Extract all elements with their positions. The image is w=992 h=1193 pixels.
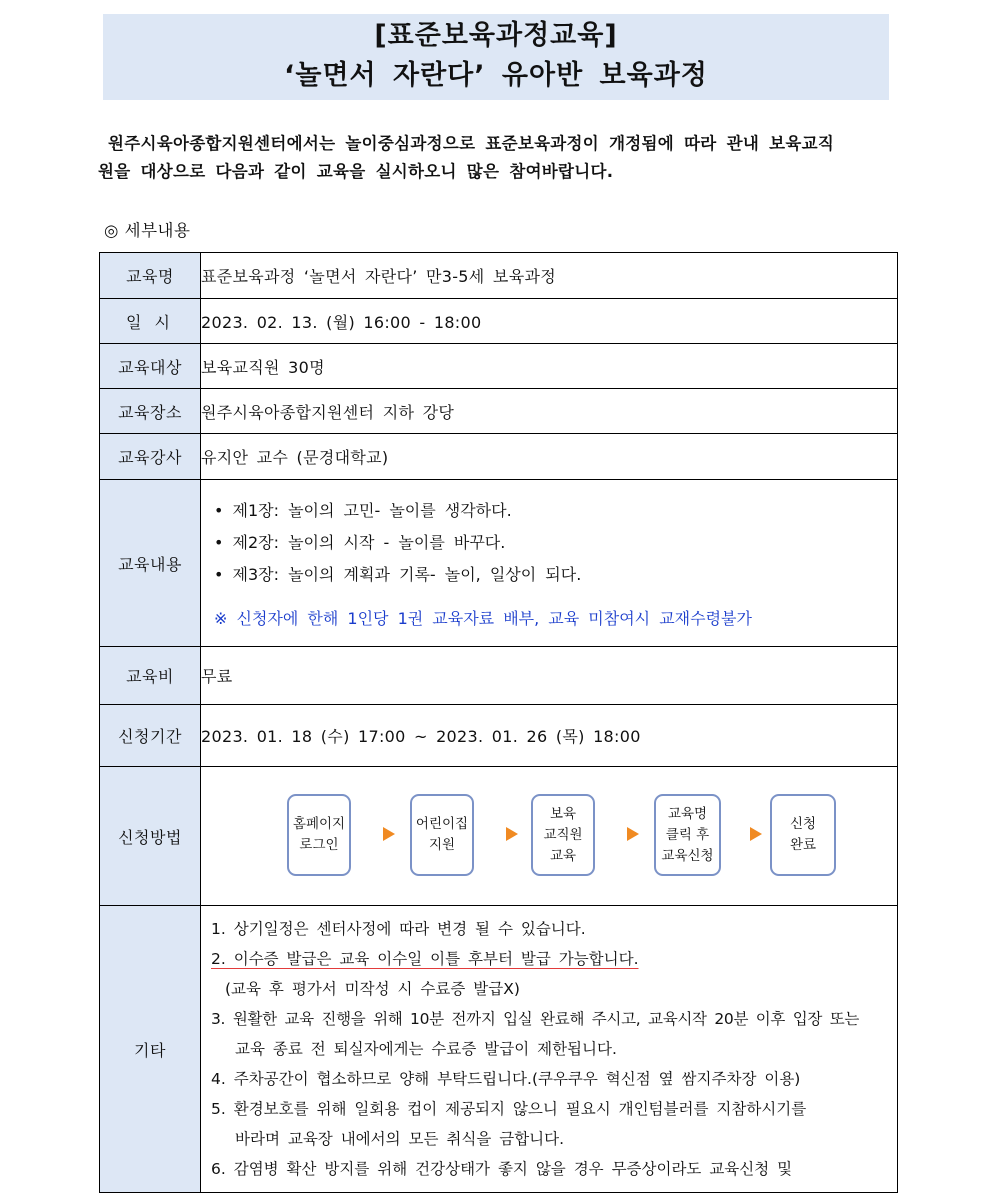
etc-item: 6. 감염병 확산 방지를 위해 건강상태가 좋지 않을 경우 무증상이라도 교육신청 및	[211, 1160, 793, 1178]
value-lecturer: 유지안 교수 (문경대학교)	[201, 434, 898, 480]
label-etc: 기타	[100, 906, 201, 1193]
arrow-right-icon	[383, 827, 395, 841]
row-lecturer	[100, 434, 898, 480]
application-flow	[201, 767, 897, 905]
label-method: 신청방법	[100, 767, 201, 906]
flow-step-text: 교육	[549, 847, 577, 864]
value-period: 2023. 01. 18 (수) 17:00 ~ 2023. 01. 26 (목) 18:00	[201, 705, 898, 767]
flow-step-text: 신청	[789, 816, 817, 832]
etc-item: 1. 상기일정은 센터사정에 따라 변경 될 수 있습니다.	[211, 920, 586, 938]
label-fee: 교육비	[100, 647, 201, 705]
flow-step-text: 보육	[549, 805, 577, 822]
etc-item: (교육 후 평가서 미작성 시 수료증 발급X)	[225, 980, 520, 998]
row-place	[100, 389, 898, 434]
content-note: ※ 신청자에 한해 1인당 1권 교육자료 배부, 교육 미참여시 교재수령불가	[214, 609, 752, 628]
value-name: 표준보육과정 ‘놀면서 자란다’ 만3-5세 보육과정	[201, 253, 898, 299]
flow-step-staff-education	[531, 794, 595, 876]
content-item: • 제1장: 놀이의 고민- 놀이를 생각하다.	[214, 501, 512, 520]
value-target: 보육교직원 30명	[201, 344, 898, 389]
title-sub: ‘놀면서 자란다’ 유아반 보육과정	[284, 60, 708, 91]
flow-step-text: 지원	[428, 837, 456, 853]
label-date: 일 시	[100, 299, 201, 344]
arrow-right-icon	[506, 827, 518, 841]
arrow-right-icon	[627, 827, 639, 841]
value-etc	[201, 906, 898, 1193]
flow-step-text: 교직원	[543, 826, 583, 843]
flow-step-text: 완료	[789, 837, 817, 853]
row-content	[100, 480, 898, 647]
arrow-right-icon	[750, 827, 762, 841]
content-item: • 제3장: 놀이의 계획과 기록- 놀이, 일상이 되다.	[214, 565, 582, 584]
label-name: 교육명	[100, 253, 201, 299]
etc-item: 5. 환경보호를 위해 일회용 컵이 제공되지 않으니 필요시 개인텀블러를 지참하시기를	[211, 1100, 807, 1118]
flow-step-complete	[770, 794, 836, 876]
etc-list	[201, 906, 897, 1192]
row-method	[100, 767, 898, 906]
label-target: 교육대상	[100, 344, 201, 389]
row-period	[100, 705, 898, 767]
etc-item-underlined: 2. 이수증 발급은 교육 이수일 이틀 후부터 발급 가능합니다.	[211, 950, 639, 968]
label-period: 신청기간	[100, 705, 201, 767]
etc-item: 교육 종료 전 퇴실자에게는 수료증 발급이 제한됩니다.	[235, 1040, 617, 1058]
etc-item: 바라며 교육장 내에서의 모든 취식을 금합니다.	[235, 1130, 565, 1148]
etc-item: 3. 원활한 교육 진행을 위해 10분 전까지 입실 완료해 주시고, 교육시작 20분 이후 입장 또는	[211, 1010, 860, 1028]
flow-step-text: 로그인	[299, 837, 339, 853]
flow-step-text: 클릭 후	[665, 826, 710, 843]
label-lecturer: 교육강사	[100, 434, 201, 480]
value-fee: 무료	[201, 647, 898, 705]
title-banner	[103, 14, 889, 100]
content-list	[201, 481, 897, 645]
flow-step-text: 교육명	[667, 805, 708, 822]
etc-item	[211, 944, 897, 974]
row-target	[100, 344, 898, 389]
flow-step-apply	[654, 794, 721, 876]
row-date	[100, 299, 898, 344]
intro-line-1: 원주시육아종합지원센터에서는 놀이중심과정으로 표준보육과정이 개정됨에 따라 관내 보육교직	[108, 134, 835, 153]
value-date: 2023. 02. 13. (월) 16:00 - 18:00	[201, 299, 898, 344]
row-etc	[100, 906, 898, 1193]
intro-line-2: 원을 대상으로 다음과 같이 교육을 실시하오니 많은 참여바랍니다.	[98, 162, 614, 181]
title-main: [표준보육과정교육]	[374, 20, 618, 51]
flow-step-text: 어린이집	[415, 816, 469, 832]
section-label: ◎ 세부내용	[104, 221, 191, 240]
flow-step-daycare	[410, 794, 474, 876]
flow-step-text: 홈페이지	[292, 816, 346, 832]
etc-item: 4. 주차공간이 협소하므로 양해 부탁드립니다.(쿠우쿠우 혁신점 옆 쌈지주차장 이용)	[211, 1070, 801, 1088]
flow-step-login	[287, 794, 351, 876]
label-content: 교육내용	[100, 480, 201, 647]
row-fee	[100, 647, 898, 705]
content-item: • 제2장: 놀이의 시작 - 놀이를 바꾸다.	[214, 533, 506, 552]
row-name	[100, 253, 898, 299]
detail-table	[99, 252, 898, 1193]
label-place: 교육장소	[100, 389, 201, 434]
value-content	[201, 480, 898, 647]
value-method	[201, 767, 898, 906]
value-place: 원주시육아종합지원센터 지하 강당	[201, 389, 898, 434]
flow-step-text: 교육신청	[661, 847, 714, 864]
